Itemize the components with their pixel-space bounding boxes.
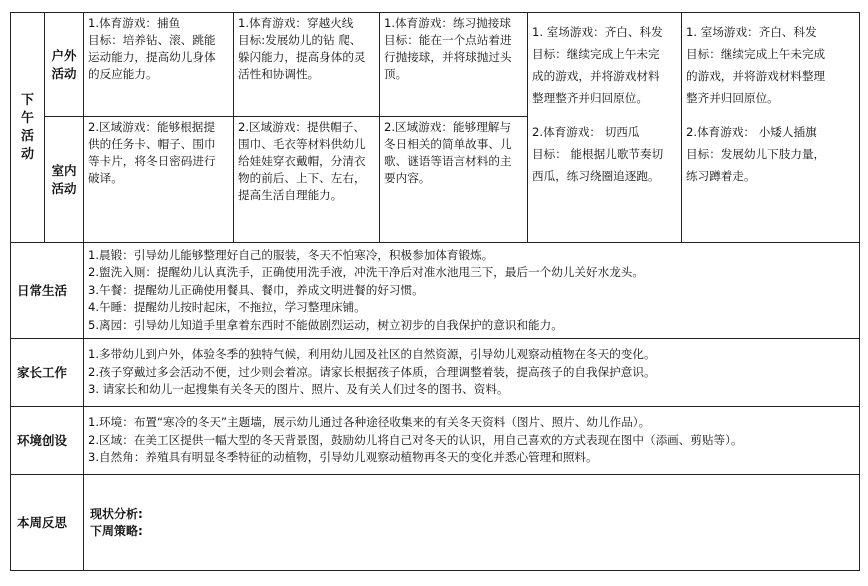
- list-item: 1.多带幼儿到户外，体验冬季的独特气候，利用幼儿园及社区的自然资源，引导幼儿观察动植物在冬天的变化。: [88, 347, 656, 362]
- outdoor-label: 户外活动: [51, 47, 77, 81]
- cell-line: 供的任务卡、帽子、围巾: [88, 137, 216, 151]
- daily-life-row: [11, 243, 860, 339]
- list-item: 2.盥洗入厕：提醒幼儿认真洗手，正确使用洗手液，冲洗干净后对准水池甩三下，最后一个幼儿关好水龙头。: [88, 265, 644, 280]
- list-item: 3. 请家长和幼儿一起搜集有关冬天的图片、照片、及有关人们过冬的图书、资料。: [88, 382, 509, 397]
- cell-line: 的反应能力。: [88, 67, 158, 81]
- list-item: 4.午睡：提醒幼儿按时起床，不拖拉，学习整理床铺。: [88, 300, 366, 315]
- list-item: 3.午餐：提醒幼儿正确使用餐具、餐巾，养成文明进餐的好习惯。: [88, 282, 424, 297]
- cell-line: 2.体育游戏： 切西瓜: [532, 125, 640, 139]
- environment-row: [11, 407, 860, 475]
- cell-line: 的游戏，并将游戏材料整理: [686, 69, 826, 83]
- cell-line: 目标:发展幼儿的钻 爬、: [238, 33, 362, 47]
- cell-line: 要内容。: [384, 171, 431, 185]
- indoor-header: [45, 117, 84, 243]
- list-item: 2.孩子穿戴过多会活动不便，过少则会着凉。请家长根据孩子体质，合理调整着装，提高孩子的自我保护意识。: [88, 364, 656, 379]
- cell-line: 物的前后、上下、左右，: [238, 171, 366, 185]
- cell-line: 1.体育游戏：穿越火线: [238, 16, 354, 30]
- list-item: 1.晨锻：引导幼儿能够整理好自己的服装，冬天不怕寒冷，积极参加体育锻炼。: [88, 247, 494, 262]
- list-item: 1.环境：布置“寒冷的冬天”主题墙，展示幼儿通过各种途径收集来的有关冬天资料（图片、照片、幼儿作品）。: [88, 415, 651, 430]
- cell-line: 2.体育游戏： 小矮人插旗: [686, 125, 817, 139]
- cell-line: 1.体育游戏：捕鱼: [88, 16, 181, 30]
- cell-line: 围巾、毛衣等材料供幼儿: [238, 137, 366, 151]
- day4-cell: [528, 13, 682, 243]
- cell-line: 目标：培养钻、滚、跳能: [88, 33, 216, 47]
- day5-cell: [682, 13, 860, 243]
- cell-line: 成的游戏，并将游戏材料: [532, 69, 660, 83]
- weekly-plan-table: [10, 12, 860, 571]
- reflection-content: [84, 475, 860, 571]
- cell-line: 顶。: [384, 67, 408, 81]
- cell-line: 破译。: [88, 171, 123, 185]
- indoor-label: 室内活动: [51, 162, 77, 196]
- cell-line: 目标：能在一个点站着进: [384, 33, 512, 47]
- cell-line: 2.区域游戏：能够理解与: [384, 120, 511, 134]
- outdoor-cell-1: [84, 13, 234, 117]
- cell-line: 1.体育游戏：练习抛接球: [384, 16, 511, 30]
- list-item: 5.离园：引导幼儿知道手里拿着东西时不能做剧烈运动，树立初步的自我保护的意识和能力。: [88, 317, 563, 332]
- list-item: 3.自然角：养殖具有明显冬季特征的动植物，引导幼儿观察动植物再冬天的变化并悉心管理和照料。: [88, 450, 598, 465]
- cell-line: 运动能力，提高幼儿身体: [88, 50, 216, 64]
- cell-line: 1. 室场游戏：齐白、科发: [532, 25, 663, 39]
- parent-work-content: [84, 339, 860, 407]
- cell-line: 躲闪能力，提高身体的灵: [238, 50, 366, 64]
- parent-work-header: 家长工作: [11, 339, 84, 407]
- cell-line: 1. 室场游戏：齐白、科发: [686, 25, 817, 39]
- outdoor-cell-2: [234, 13, 380, 117]
- indoor-cell-1: [84, 117, 234, 243]
- cell-line: 目标：继续完成上午未完成: [686, 47, 826, 61]
- environment-content: [84, 407, 860, 475]
- afternoon-label: 下午活动: [20, 92, 34, 162]
- parent-work-row: [11, 339, 860, 407]
- next-week-strategy-label: 下周策略:: [90, 523, 143, 538]
- reflection-header: 本周反思: [11, 475, 84, 571]
- indoor-cell-3: [380, 117, 528, 243]
- cell-line: 行抛接球，并将球抛过头: [384, 50, 512, 64]
- reflection-row: [11, 475, 860, 571]
- cell-line: 目标： 能根据儿歌节奏切: [532, 147, 664, 161]
- indoor-cell-2: [234, 117, 380, 243]
- environment-header: 环境创设: [11, 407, 84, 475]
- cell-line: 整理整齐并归回原位。: [532, 91, 648, 105]
- cell-line: 活性和协调性。: [238, 67, 320, 81]
- outdoor-header: [45, 13, 84, 117]
- cell-line: 整齐并归回原位。: [686, 91, 779, 105]
- cell-line: 给娃娃穿衣戴帽，分清衣: [238, 154, 366, 168]
- cell-line: 2.区域游戏：能够根据提: [88, 120, 215, 134]
- cell-line: 2.区域游戏：提供帽子、: [238, 120, 365, 134]
- afternoon-outdoor-row: [11, 13, 860, 117]
- cell-line: 目标：发展幼儿下肢力量，: [686, 147, 826, 161]
- daily-life-header: 日常生活: [11, 243, 84, 339]
- cell-line: 冬日相关的简单故事、儿: [384, 137, 512, 151]
- cell-line: 西瓜，练习绕圈追逐跑。: [532, 169, 660, 183]
- cell-line: 提高生活自理能力。: [238, 188, 343, 202]
- cell-line: 目标：继续完成上午未完: [532, 47, 660, 61]
- cell-line: 等卡片，将冬日密码进行: [88, 154, 216, 168]
- afternoon-activity-header: [11, 13, 45, 243]
- daily-life-content: [84, 243, 860, 339]
- outdoor-cell-3: [380, 13, 528, 117]
- list-item: 2.区域：在美工区提供一幅大型的冬天背景图，鼓励幼儿将自己对冬天的认识，用自己喜欢的方式表现在图中（添画、剪贴等）。: [88, 432, 743, 447]
- cell-line: 练习蹲着走。: [686, 169, 756, 183]
- status-analysis-label: 现状分析:: [90, 506, 143, 521]
- cell-line: 歌、谜语等语言材料的主: [384, 154, 512, 168]
